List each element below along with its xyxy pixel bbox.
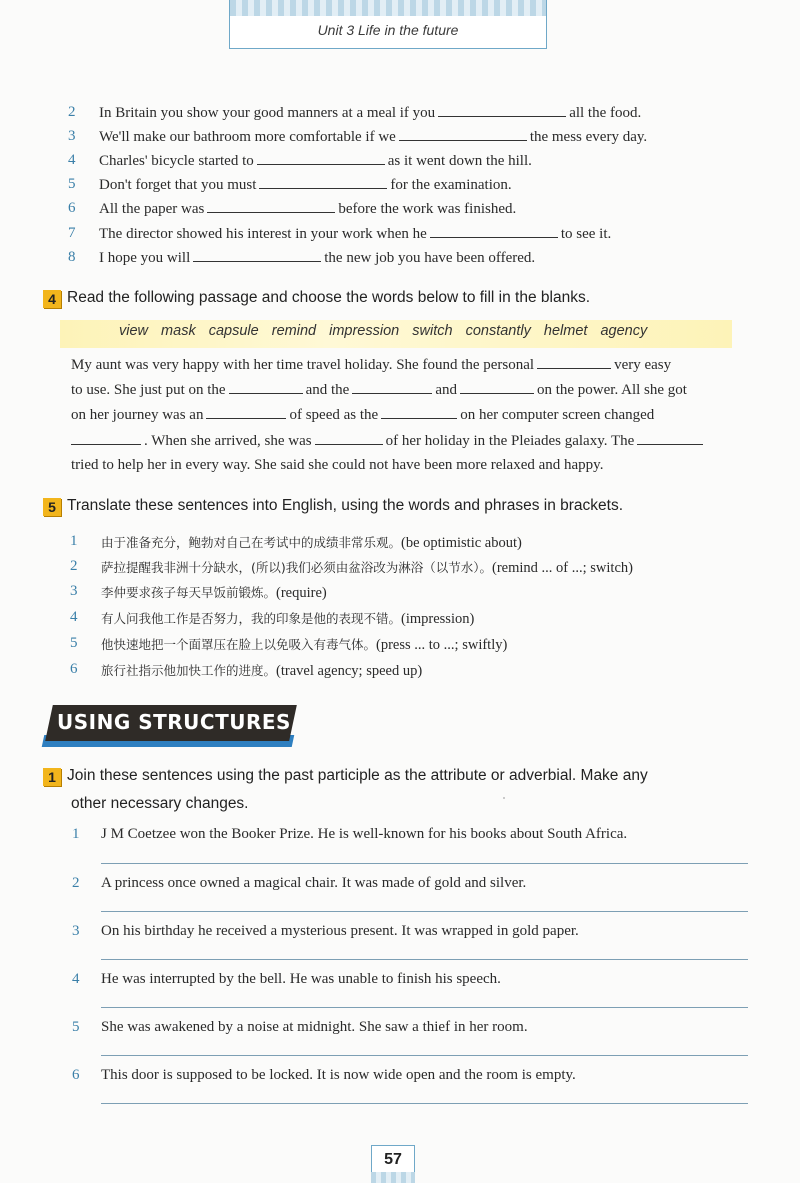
unit-header <box>229 0 547 49</box>
blank[interactable] <box>460 381 534 394</box>
blank[interactable] <box>193 249 321 262</box>
structures-exercise1-heading: 1 Join these sentences using the past participle as the attribute or adverbial. Make any <box>43 767 648 786</box>
word-bank-item: capsule <box>208 323 259 339</box>
fill-sentence: Don't forget that you must for the examination. <box>99 177 512 193</box>
word-bank-item: impression <box>329 323 400 339</box>
blank[interactable] <box>352 381 432 394</box>
item-number: 7 <box>68 225 76 241</box>
join-sentence: A princess once owned a magical chair. It was made of gold and silver. <box>101 875 527 891</box>
passage-line: to use. She just put on the and the and on the power. All she got <box>71 382 687 398</box>
join-sentence: She was awakened by a noise at midnight. She saw a thief in her room. <box>101 1019 528 1035</box>
word-bank-item: remind <box>271 323 317 339</box>
item-number: 1 <box>70 533 78 549</box>
item-number: 2 <box>68 104 76 120</box>
blank[interactable] <box>259 176 387 189</box>
exercise5-heading: 5 Translate these sentences into English, using the words and phrases in brackets. <box>43 497 623 516</box>
blank[interactable] <box>207 200 335 213</box>
blank[interactable] <box>381 406 457 419</box>
word-bank-item: agency <box>600 323 648 339</box>
item-number: 6 <box>72 1067 80 1083</box>
word-bank-item: constantly <box>465 323 531 339</box>
join-sentence: J M Coetzee won the Booker Prize. He is well-known for his books about South Africa. <box>101 826 628 842</box>
answer-line[interactable] <box>101 1007 748 1008</box>
fill-sentence: The director showed his interest in your work when he to see it. <box>99 226 612 242</box>
join-sentence: He was interrupted by the bell. He was unable to finish his speech. <box>101 971 501 987</box>
passage-line: on her journey was an of speed as the on her computer screen changed <box>71 407 655 423</box>
blank[interactable] <box>537 356 611 369</box>
blank[interactable] <box>438 104 566 117</box>
blank[interactable] <box>430 225 558 238</box>
blank[interactable] <box>229 381 303 394</box>
translation-item: 李仲要求孩子每天早饭前锻炼。(require) <box>101 585 327 601</box>
passage-line: My aunt was very happy with her time travel holiday. She found the personal very easy <box>71 357 672 373</box>
section-title: USING STRUCTURES <box>57 710 291 734</box>
item-number: 4 <box>72 971 80 987</box>
structures-exercise1-heading-cont: other necessary changes. <box>71 795 249 812</box>
passage-line: . When she arrived, she was of her holiday in the Pleiades galaxy. The <box>71 432 706 450</box>
item-number: 1 <box>72 826 80 842</box>
translation-item: 他快速地把一个面罩压在脸上以免吸入有毒气体。(press ... to ...; swiftly) <box>101 637 508 653</box>
item-number: 2 <box>72 875 80 891</box>
answer-line[interactable] <box>101 1055 748 1056</box>
answer-line[interactable] <box>101 959 748 960</box>
blank[interactable] <box>206 406 286 419</box>
fill-sentence: In Britain you show your good manners at a meal if you all the food. <box>99 105 642 121</box>
word-bank-item: switch <box>412 323 453 339</box>
item-number: 2 <box>70 558 78 574</box>
word-bank-item: helmet <box>543 323 588 339</box>
exercise-badge: 4 <box>43 290 61 308</box>
blank[interactable] <box>399 128 527 141</box>
item-number: 5 <box>68 176 76 192</box>
exercise4-heading: 4 Read the following passage and choose the words below to fill in the blanks. <box>43 289 590 308</box>
fill-sentence: We'll make our bathroom more comfortable if we the mess every day. <box>99 129 648 145</box>
word-bank-item: mask <box>161 323 196 339</box>
item-number: 8 <box>68 249 76 265</box>
item-number: 3 <box>72 923 80 939</box>
page-number: 57 <box>371 1145 415 1175</box>
translation-item: 由于准备充分，鲍勃对自己在考试中的成绩非常乐观。(be optimistic about) <box>101 535 522 551</box>
exercise-badge: 1 <box>43 768 61 786</box>
speck <box>503 797 505 799</box>
item-number: 4 <box>70 609 78 625</box>
blank[interactable] <box>637 432 703 445</box>
translation-item: 旅行社指示他加快工作的进度。(travel agency; speed up) <box>101 663 423 679</box>
blank[interactable] <box>257 152 385 165</box>
translation-item: 萨拉提醒我非洲十分缺水，(所以)我们必须由盆浴改为淋浴（以节水）。(remind ... of ...; switch) <box>101 560 633 576</box>
header-pattern <box>230 0 546 16</box>
fill-sentence: All the paper was before the work was finished. <box>99 201 517 217</box>
answer-line[interactable] <box>101 863 748 864</box>
item-number: 3 <box>70 583 78 599</box>
unit-title: Unit 3 Life in the future <box>317 22 459 38</box>
fill-sentence: Charles' bicycle started to as it went down the hill. <box>99 153 532 169</box>
item-number: 6 <box>70 661 78 677</box>
answer-line[interactable] <box>101 911 748 912</box>
item-number: 3 <box>68 128 76 144</box>
item-number: 4 <box>68 152 76 168</box>
item-number: 5 <box>70 635 78 651</box>
blank[interactable] <box>71 432 141 445</box>
item-number: 5 <box>72 1019 80 1035</box>
blank[interactable] <box>315 432 383 445</box>
item-number: 6 <box>68 200 76 216</box>
join-sentence: This door is supposed to be locked. It is now wide open and the room is empty. <box>101 1067 576 1083</box>
word-bank-item: view <box>119 323 149 339</box>
join-sentence: On his birthday he received a mysterious present. It was wrapped in gold paper. <box>101 923 579 939</box>
using-structures-banner <box>43 705 295 745</box>
answer-line[interactable] <box>101 1103 748 1104</box>
word-bank <box>119 323 656 339</box>
fill-sentence: I hope you will the new job you have been offered. <box>99 250 536 266</box>
passage-line: tried to help her in every way. She said she could not have been more relaxed and happy. <box>71 457 604 473</box>
translation-item: 有人问我他工作是否努力，我的印象是他的表现不错。(impression) <box>101 611 475 627</box>
exercise-badge: 5 <box>43 498 61 516</box>
page-number-pattern <box>371 1172 415 1183</box>
